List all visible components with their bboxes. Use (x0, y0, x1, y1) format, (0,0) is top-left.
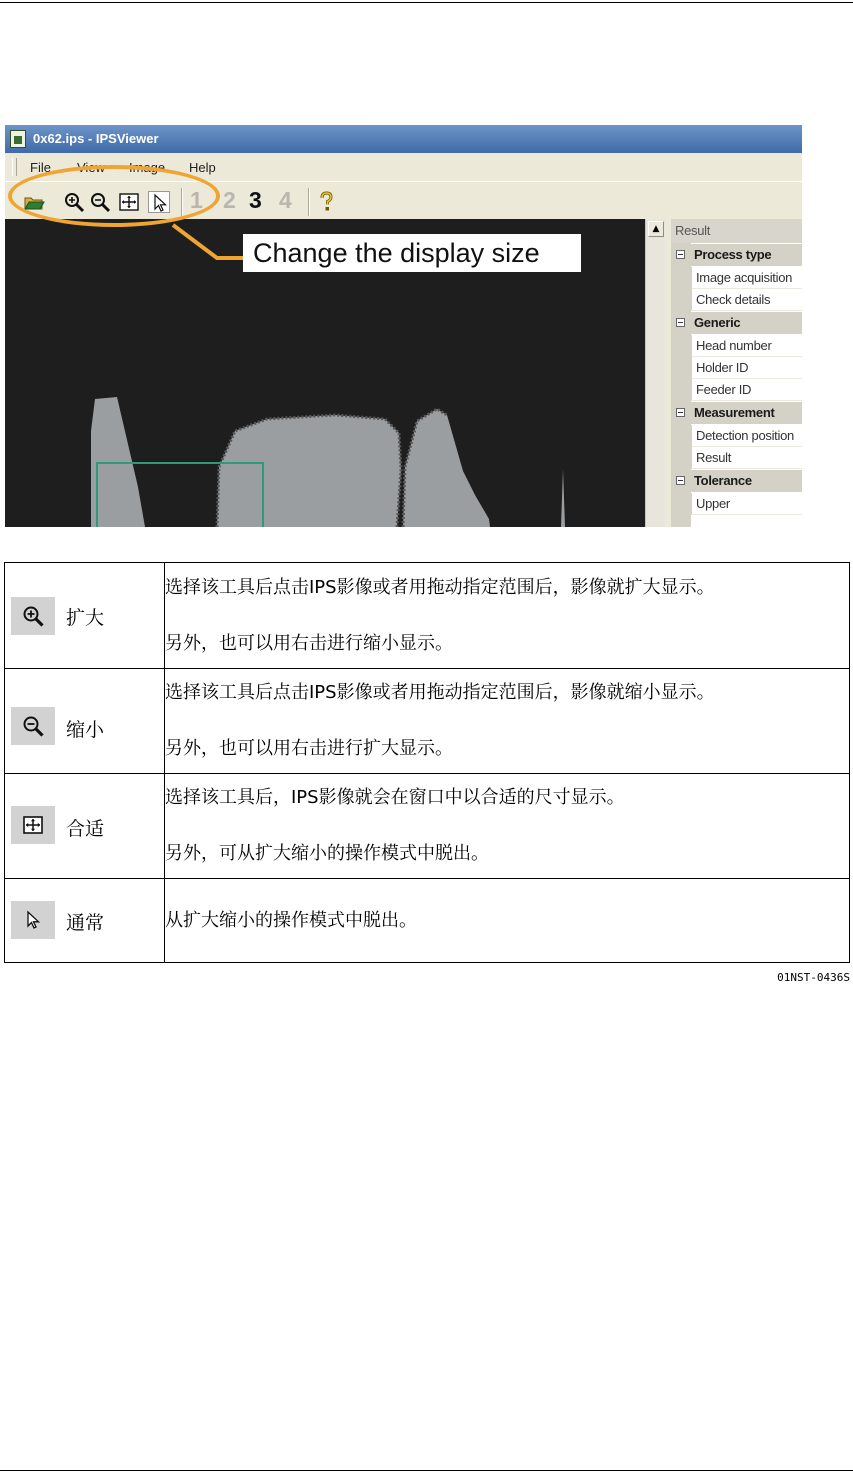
view-4-button[interactable]: 4 (279, 187, 292, 213)
tool-description (165, 669, 850, 774)
property-item[interactable]: Check details (691, 289, 802, 311)
category-generic[interactable]: Generic (671, 312, 802, 334)
fit-icon (11, 806, 55, 844)
tool-cell (5, 879, 165, 963)
tool-description-table (4, 562, 850, 963)
description-line: 选择该工具后，IPS影像就会在窗口中以合适的尺寸显示。 (165, 787, 625, 808)
window-title: 0x62.ips - IPSViewer (33, 131, 159, 146)
description-line: 另外，可从扩大缩小的操作模式中脱出。 (165, 843, 489, 864)
tool-name: 通常 (66, 912, 105, 934)
property-item[interactable]: Upper (691, 493, 802, 515)
tool-name: 扩大 (66, 607, 105, 629)
category-tolerance[interactable]: Tolerance (671, 470, 802, 492)
tool-cell (5, 669, 165, 774)
table-row (5, 774, 850, 879)
property-item[interactable]: Image acquisition (691, 267, 802, 289)
ipsviewer-screenshot (5, 125, 802, 527)
tool-name: 合适 (66, 818, 105, 840)
tool-cell (5, 774, 165, 879)
top-rule (0, 2, 853, 3)
description-line: 另外，也可以用右击进行缩小显示。 (165, 632, 453, 654)
description-line: 选择该工具后点击IPS影像或者用拖动指定范围后，影像就缩小显示。 (165, 682, 715, 703)
view-2-button[interactable]: 2 (223, 187, 236, 213)
zoom-in-icon (11, 597, 55, 635)
pointer-icon (11, 901, 55, 939)
property-item[interactable]: Holder ID (691, 357, 802, 379)
callout-label: Change the display size (243, 234, 581, 272)
scroll-up-icon[interactable]: ▲ (648, 221, 664, 237)
callout-leader-line (5, 125, 802, 527)
bottom-rule (0, 1470, 853, 1471)
menu-view[interactable]: View (77, 160, 105, 175)
property-item[interactable]: Head number (691, 335, 802, 357)
property-item[interactable]: Result (691, 447, 802, 469)
category-measurement[interactable]: Measurement (671, 402, 802, 424)
view-3-button[interactable]: 3 (249, 187, 262, 213)
description-line: 选择该工具后点击IPS影像或者用拖动指定范围后，影像就扩大显示。 (165, 576, 715, 598)
tool-description (165, 774, 850, 879)
category-process-type[interactable]: Process type (671, 244, 802, 266)
tool-cell (5, 563, 165, 669)
tool-description (165, 879, 850, 963)
menu-image[interactable]: Image (129, 160, 166, 175)
property-panel-header: Result (671, 219, 802, 243)
table-row (5, 563, 850, 669)
menu-file[interactable]: File (30, 160, 51, 175)
zoom-out-icon (11, 707, 55, 745)
tool-name: 缩小 (66, 719, 105, 741)
property-item[interactable]: Feeder ID (691, 379, 802, 401)
menu-help[interactable]: Help (189, 160, 216, 175)
tool-description (165, 563, 850, 669)
figure-code: 01NST-0436S (777, 971, 850, 984)
description-line: 另外，也可以用右击进行扩大显示。 (165, 738, 453, 759)
description-line: 从扩大缩小的操作模式中脱出。 (165, 909, 417, 931)
property-item[interactable]: Detection position (691, 425, 802, 447)
view-1-button[interactable]: 1 (190, 187, 203, 213)
table-row (5, 669, 850, 774)
table-row (5, 879, 850, 963)
